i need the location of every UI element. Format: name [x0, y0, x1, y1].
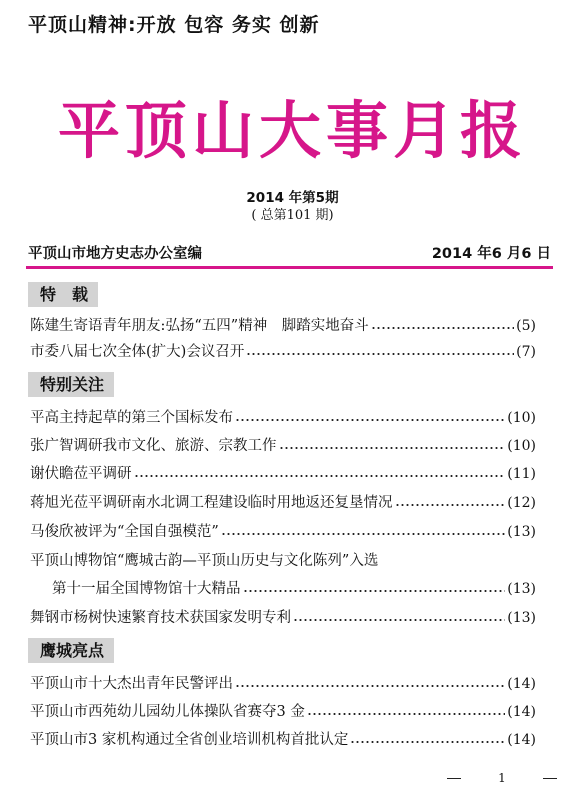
toc-entry-title: 平顶山市十大杰出青年民警评出: [30, 676, 233, 692]
dot-leader: [395, 493, 506, 507]
editor-credit: 平顶山市地方史志办公室编: [28, 246, 202, 262]
dot-leader: [235, 408, 505, 422]
toc-entry[interactable]: [30, 464, 536, 484]
toc-entry-page: (13): [507, 524, 536, 540]
toc-entry[interactable]: [30, 702, 536, 722]
toc-entry-title: 舞钢市杨树快速繁育技术获国家发明专利: [30, 610, 291, 626]
toc-entry-page: (10): [507, 438, 536, 454]
toc-entry[interactable]: [30, 342, 536, 362]
toc-entry-page: (11): [507, 466, 536, 482]
toc-entry-page: (12): [507, 495, 536, 511]
toc-entry-page: (5): [516, 318, 536, 334]
toc-entry-page: (14): [507, 704, 536, 720]
toc-entry[interactable]: [30, 522, 536, 542]
dot-leader: [279, 436, 506, 450]
toc-entry-title: 张广智调研我市文化、旅游、宗教工作: [30, 438, 277, 454]
toc-entry-title-line1[interactable]: 平顶山博物馆“鹰城古韵—平顶山历史与文化陈列”入选: [30, 553, 379, 569]
toc-entry[interactable]: [30, 608, 536, 628]
dot-leader: [235, 674, 505, 688]
toc-entry[interactable]: [30, 436, 536, 456]
header-divider: [26, 266, 553, 269]
toc-entry[interactable]: [30, 493, 536, 513]
footer-dash-left: [447, 778, 461, 779]
toc-entry[interactable]: [30, 408, 536, 428]
dot-leader: [307, 702, 505, 716]
masthead-title: 平顶山大事月报: [57, 94, 527, 167]
dot-leader: [350, 730, 505, 744]
toc-entry-title: 马俊欣被评为“全国自强模范”: [30, 524, 219, 540]
dot-leader: [134, 464, 506, 478]
city-motto: 平顶山精神:开放 包容 务实 创新: [28, 14, 320, 36]
publication-date: 2014 年6 月6 日: [431, 246, 551, 262]
footer-dash-right: [543, 778, 557, 779]
toc-entry-title: 谢伏瞻莅平调研: [30, 466, 132, 482]
toc-entry-page: (14): [507, 676, 536, 692]
toc-entry-page: (10): [507, 410, 536, 426]
page-number: 1: [498, 771, 506, 785]
toc-entry-page: (13): [507, 610, 536, 626]
issue-total-number: ( 总第101 期): [251, 208, 334, 223]
toc-entry-title: 平顶山市3 家机构通过全省创业培训机构首批认定: [30, 732, 349, 748]
toc-entry-page: (13): [507, 581, 536, 597]
toc-entry[interactable]: [30, 674, 536, 694]
issue-number: 2014 年第5期: [246, 190, 339, 206]
page-number-footer: [447, 770, 557, 786]
section-header-eagle-city-highlights: 鹰城亮点: [28, 638, 114, 663]
dot-leader: [371, 316, 514, 330]
toc-entry-title-line2: 第十一届全国博物馆十大精品: [52, 581, 241, 597]
toc-entry-title: 蒋旭光莅平调研南水北调工程建设临时用地返还复垦情况: [30, 495, 393, 511]
toc-entry-title: 平顶山市西苑幼儿园幼儿体操队省赛夺3 金: [30, 704, 305, 720]
section-header-special-feature: 特 载: [28, 282, 98, 307]
dot-leader: [293, 608, 505, 622]
toc-entry-title: 平高主持起草的第三个国标发布: [30, 410, 233, 426]
toc-entry-title: 市委八届七次全体(扩大)会议召开: [30, 344, 245, 360]
toc-entry-page: (14): [507, 732, 536, 748]
toc-entry[interactable]: [52, 579, 536, 599]
toc-entry-title: 陈建生寄语青年朋友:弘扬“五四”精神 脚踏实地奋斗: [30, 318, 369, 334]
toc-entry-page: (7): [516, 344, 536, 360]
dot-leader: [243, 579, 506, 593]
dot-leader: [221, 522, 505, 536]
dot-leader: [246, 342, 514, 356]
toc-entry[interactable]: [30, 730, 536, 750]
toc-entry[interactable]: [30, 316, 536, 336]
section-header-special-focus: 特别关注: [28, 372, 114, 397]
